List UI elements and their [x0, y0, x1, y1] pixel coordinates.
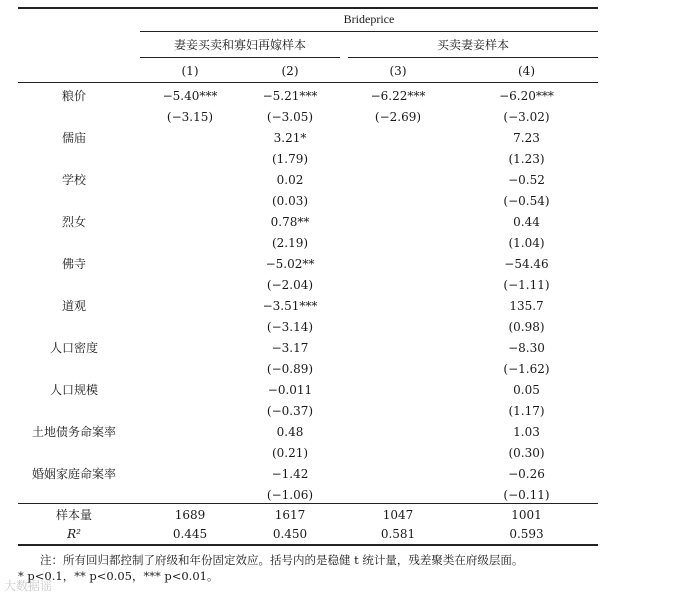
t-statistic-cell: (−0.54) [503, 194, 550, 208]
t-statistic-cell: (1.79) [271, 152, 309, 166]
col-4-number: (4) [518, 64, 535, 78]
coefficient-cell: −8.30 [508, 341, 545, 355]
coefficient-cell: −6.20*** [499, 89, 554, 103]
coefficient-cell: 0.05 [513, 383, 540, 397]
coefficient-cell: 7.23 [513, 131, 540, 145]
coefficient-cell: −5.40*** [162, 89, 218, 103]
coefficient-cell: −54.46 [504, 257, 549, 271]
coefficient-cell: −1.42 [271, 467, 309, 481]
t-statistic-cell: (−2.69) [374, 110, 422, 124]
t-statistic-cell: (1.17) [508, 404, 545, 418]
dependent-variable-title: Brideprice [343, 12, 395, 26]
coefficient-cell: 1.03 [513, 425, 540, 439]
t-statistic-cell: (−0.11) [503, 488, 550, 502]
brideprice-rule [140, 31, 598, 32]
row-label: 儒庙 [61, 131, 86, 145]
t-statistic-cell: (1.23) [508, 152, 545, 166]
row-label: 佛寺 [61, 257, 86, 271]
group2-heading: 买卖妻妾样本 [436, 38, 509, 52]
r-squared-cell: 0.445 [172, 527, 208, 541]
watermark: 大数据谣 [4, 579, 53, 593]
coefficient-cell: −0.26 [508, 467, 545, 481]
r-squared-cell: 0.593 [509, 527, 544, 541]
coefficient-cell: 0.78** [270, 215, 310, 229]
sample-size-cell: 1047 [382, 508, 414, 522]
r-squared-cell: 0.581 [380, 527, 416, 541]
row-label: 土地债务命案率 [31, 425, 116, 439]
coefficient-cell: −3.17 [271, 341, 309, 355]
row-label: 婚姻家庭命案率 [31, 467, 116, 481]
coefficient-cell: −3.51*** [262, 299, 318, 313]
table-bottom-rule [18, 544, 598, 546]
row-label: 人口密度 [49, 341, 98, 355]
col-3-number: (3) [389, 64, 407, 78]
row-label: 粮价 [61, 89, 86, 103]
t-statistic-cell: (−1.06) [266, 488, 314, 502]
coefficient-cell: 0.48 [276, 425, 304, 439]
t-statistic-cell: (0.03) [271, 194, 309, 208]
col-2-number: (2) [281, 64, 299, 78]
top-rule [18, 7, 598, 9]
t-statistic-cell: (−3.14) [266, 320, 314, 334]
t-statistic-cell: (−0.37) [266, 404, 314, 418]
coefficient-cell: −0.52 [508, 173, 545, 187]
body-bottom-rule [18, 503, 598, 504]
col-1-number: (1) [181, 64, 199, 78]
group1-subrule [140, 57, 340, 58]
sample-size-label: 样本量 [55, 508, 92, 522]
t-statistic-cell: (−3.15) [166, 110, 214, 124]
coefficient-cell: 0.44 [513, 215, 540, 229]
t-statistic-cell: (−3.02) [503, 110, 550, 124]
row-label: 烈女 [61, 215, 86, 229]
row-label: 人口规模 [49, 383, 98, 397]
t-statistic-cell: (−3.05) [266, 110, 314, 124]
coefficient-cell: 0.02 [276, 173, 304, 187]
r-squared-cell: 0.450 [272, 527, 308, 541]
row-label: 学校 [61, 173, 86, 187]
group1-heading: 妻妾买卖和寡妇再嫁样本 [173, 38, 306, 52]
t-statistic-cell: (−2.04) [266, 278, 314, 292]
t-statistic-cell: (−0.89) [266, 362, 314, 376]
sample-size-cell: 1689 [174, 508, 206, 522]
significance-note: * p<0.1，** p<0.05，*** p<0.01。 [18, 569, 219, 583]
coefficient-cell: 3.21* [273, 131, 307, 145]
r-squared-label: R² [67, 527, 81, 541]
coefficient-cell: −6.22*** [370, 89, 426, 103]
coefficient-cell: −5.21*** [262, 89, 318, 103]
coefficient-cell: 135.7 [509, 299, 544, 313]
t-statistic-cell: (−1.62) [503, 362, 550, 376]
sample-size-cell: 1617 [274, 508, 306, 522]
t-statistic-cell: (−1.11) [503, 278, 550, 292]
t-statistic-cell: (0.30) [508, 446, 545, 460]
table-note: 注：所有回归都控制了府级和年份固定效应。括号内的是稳健 t 统计量，残差聚类在府级层面。 [40, 553, 524, 567]
sample-size-cell: 1001 [511, 508, 542, 522]
t-statistic-cell: (2.19) [271, 236, 309, 250]
coefficient-cell: −0.011 [267, 383, 313, 397]
t-statistic-cell: (0.98) [508, 320, 545, 334]
group2-subrule [348, 57, 598, 58]
t-statistic-cell: (1.04) [508, 236, 545, 250]
coefficient-cell: −5.02** [265, 257, 315, 271]
t-statistic-cell: (0.21) [271, 446, 309, 460]
row-label: 道观 [61, 299, 86, 313]
header-bottom-rule [18, 82, 598, 83]
